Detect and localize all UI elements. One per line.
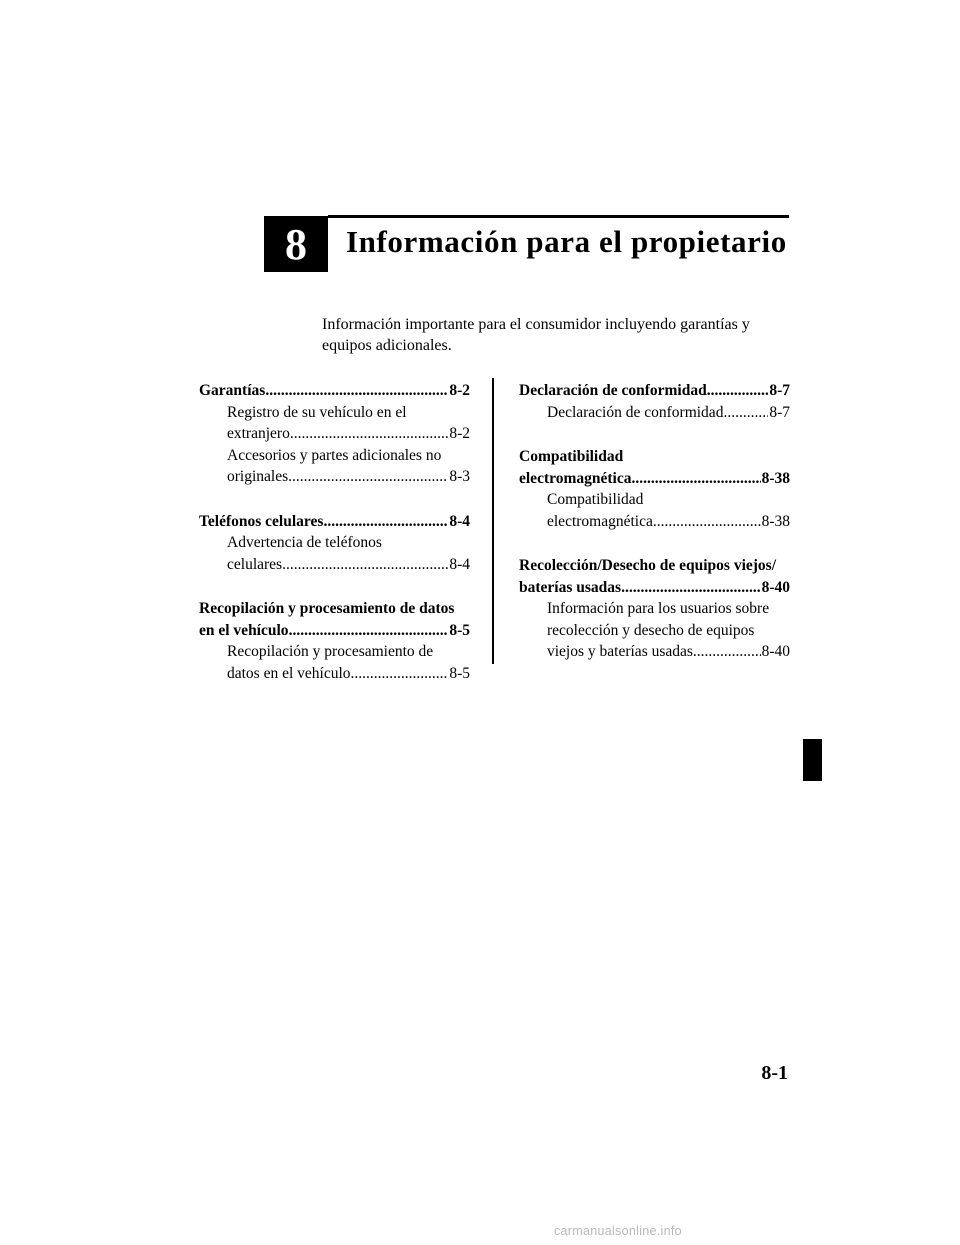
chapter-title-rule bbox=[328, 215, 789, 218]
toc-entry[interactable] bbox=[199, 641, 470, 684]
toc-entry-line bbox=[547, 598, 790, 620]
toc-entry[interactable] bbox=[519, 402, 790, 424]
toc-heading-text: baterías usadas bbox=[519, 578, 622, 596]
toc-entry-text: celulares bbox=[227, 555, 283, 573]
toc-heading-line bbox=[199, 620, 470, 642]
toc-page-ref: 8-7 bbox=[769, 403, 790, 421]
dot-leader bbox=[653, 511, 761, 533]
toc-entry-text: datos en el vehículo bbox=[227, 664, 351, 682]
toc-page-ref: 8-3 bbox=[449, 468, 470, 485]
toc-entry-line bbox=[227, 445, 470, 467]
toc-page-ref: 8-2 bbox=[449, 425, 470, 442]
toc-entry-text: extranjero bbox=[227, 425, 290, 442]
toc-section-heading[interactable] bbox=[199, 511, 470, 533]
toc-entry[interactable] bbox=[519, 489, 790, 532]
toc-section bbox=[519, 555, 790, 663]
toc-entry-line bbox=[227, 466, 470, 488]
toc-heading-line bbox=[519, 380, 790, 402]
dot-leader bbox=[351, 663, 449, 685]
toc-section bbox=[519, 446, 790, 532]
toc-entry-text: Compatibilidad bbox=[547, 491, 644, 508]
dot-leader bbox=[265, 380, 448, 402]
toc-entry-line bbox=[547, 511, 790, 533]
toc-heading-text: Compatibilidad bbox=[519, 448, 624, 465]
chapter-number-box bbox=[264, 216, 328, 272]
toc-entry-text: Recopilación y procesamiento de bbox=[227, 643, 434, 660]
dot-leader bbox=[323, 511, 448, 533]
chapter-title: Información para el propietario bbox=[346, 224, 787, 259]
toc-entry-line bbox=[547, 620, 790, 642]
chapter-intro: Información importante para el consumidor incluyendo garantías y equipos adicionales. bbox=[322, 316, 750, 354]
toc-page-ref: 8-2 bbox=[449, 382, 470, 399]
toc-entry-text: electromagnética bbox=[547, 512, 653, 530]
toc-entry-text: Información para los usuarios sobre bbox=[547, 600, 770, 617]
toc-section bbox=[519, 380, 790, 423]
toc-entry-text: Accesorios y partes adicionales no bbox=[227, 446, 442, 464]
toc-entry-line bbox=[227, 423, 470, 445]
toc-entry[interactable] bbox=[199, 402, 470, 445]
toc-heading-text: Recopilación y procesamiento de datos bbox=[199, 600, 455, 617]
toc-page-ref: 8-4 bbox=[449, 555, 470, 573]
toc-section-heading[interactable] bbox=[199, 598, 470, 641]
toc-entry-line bbox=[227, 402, 470, 424]
toc-entry-line bbox=[547, 402, 790, 424]
toc-entry-text: originales bbox=[227, 468, 289, 485]
toc-page-ref: 8-40 bbox=[761, 578, 790, 596]
toc-entry-text: Advertencia de teléfonos bbox=[227, 534, 382, 551]
dot-leader bbox=[289, 620, 449, 642]
toc-entry-text: recolección y desecho de equipos bbox=[547, 621, 755, 639]
dot-leader bbox=[631, 468, 760, 490]
toc-entry-text: viejos y baterías usadas bbox=[547, 643, 693, 660]
chapter-number: 8 bbox=[285, 219, 307, 269]
dot-leader bbox=[288, 466, 448, 488]
toc-page-ref: 8-7 bbox=[769, 382, 790, 399]
toc-entry-line bbox=[547, 489, 790, 511]
toc-page-ref: 8-4 bbox=[449, 512, 470, 530]
toc-section bbox=[199, 380, 470, 488]
watermark: carmanualsonline.info bbox=[554, 1224, 682, 1238]
toc-entry[interactable] bbox=[199, 445, 470, 488]
toc-entry-text: Declaración de conformidad bbox=[547, 403, 724, 421]
toc-entry[interactable] bbox=[519, 598, 790, 663]
toc-entry-line bbox=[547, 641, 790, 663]
toc-entry-line bbox=[227, 532, 470, 554]
dot-leader bbox=[707, 380, 769, 402]
toc-entry-line bbox=[227, 554, 470, 576]
toc-heading-text: Teléfonos celulares bbox=[199, 512, 324, 530]
column-divider bbox=[492, 378, 494, 664]
page-number: 8-1 bbox=[761, 1062, 788, 1084]
toc-section-heading[interactable] bbox=[199, 380, 470, 402]
toc-page-ref: 8-5 bbox=[449, 664, 470, 682]
toc-heading-text: en el vehículo bbox=[199, 621, 289, 639]
toc-heading-text: Declaración de conformidad bbox=[519, 382, 707, 399]
toc-heading-line bbox=[519, 468, 790, 490]
toc-page-ref: 8-38 bbox=[761, 512, 790, 530]
toc-entry-text: Registro de su vehículo en el bbox=[227, 403, 407, 421]
toc-heading-text: Recolección/Desecho de equipos viejos/ bbox=[519, 557, 777, 574]
toc-section-heading[interactable] bbox=[519, 446, 790, 489]
toc-heading-line bbox=[519, 555, 790, 577]
dot-leader bbox=[693, 641, 761, 663]
toc-page-ref: 8-40 bbox=[761, 643, 790, 660]
toc-heading-line bbox=[519, 577, 790, 599]
toc-section bbox=[199, 598, 470, 684]
toc-heading-line bbox=[199, 380, 470, 402]
toc-section bbox=[199, 511, 470, 576]
toc-page-ref: 8-38 bbox=[761, 469, 790, 487]
chapter-side-tab bbox=[803, 739, 822, 781]
dot-leader bbox=[723, 402, 768, 424]
dot-leader bbox=[621, 577, 761, 599]
dot-leader bbox=[282, 554, 448, 576]
toc-heading-text: electromagnética bbox=[519, 469, 632, 487]
toc-section-heading[interactable] bbox=[519, 555, 790, 598]
toc-entry-line bbox=[227, 663, 470, 685]
toc-entry[interactable] bbox=[199, 532, 470, 575]
toc-left-column bbox=[199, 380, 470, 707]
toc-entry-line bbox=[227, 641, 470, 663]
dot-leader bbox=[290, 423, 449, 445]
toc-section-heading[interactable] bbox=[519, 380, 790, 402]
toc-heading-line bbox=[199, 598, 470, 620]
toc-right-column bbox=[519, 380, 790, 686]
toc-heading-line bbox=[519, 446, 790, 468]
toc-heading-line bbox=[199, 511, 470, 533]
toc-page-ref: 8-5 bbox=[449, 621, 470, 639]
toc-heading-text: Garantías bbox=[199, 382, 266, 399]
